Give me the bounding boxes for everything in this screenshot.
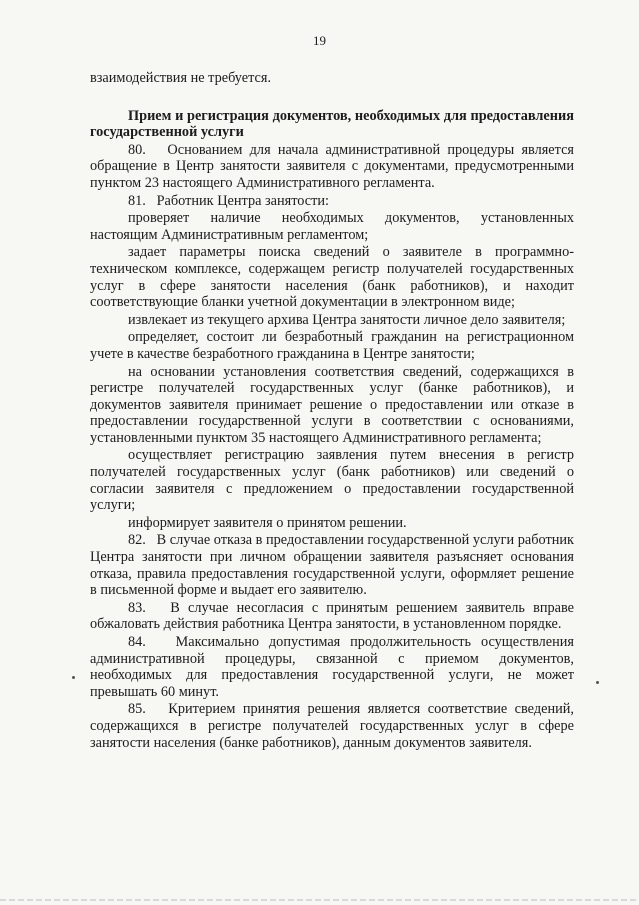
list-item: осуществляет регистрацию заявления путем внесения в регистр получателей государственных услуг (банк работников) или сведений о согласии заявителя с предложением о предоставлении государственной услуги;: [90, 447, 574, 514]
section-heading: Прием и регистрация документов, необходимых для предоставления государственной услуги: [90, 107, 574, 141]
paragraph-80: 80. Основанием для начала административной процедуры является обращение в Центр занятости заявителя с документами, предусмотренными пунктом 23 настоящего Административного регламента.: [90, 141, 574, 191]
list-item: извлекает из текущего архива Центра занятости личное дело заявителя;: [128, 311, 566, 328]
list-item: определяет, состоит ли безработный гражданин на регистрационном учете в качестве безработного гражданина в Центре занятости;: [90, 329, 574, 362]
list-item: информирует заявителя о принятом решении.: [128, 514, 407, 531]
scan-edge: [0, 899, 639, 901]
paragraph-85: 85. Критерием принятия решения является соответствие сведений, содержащихся в регистре получателей государственных услуг в сфере занятости населения (банке работников), данным документов заявителя.: [90, 701, 574, 751]
scan-speck: [72, 676, 75, 679]
scan-speck: [596, 681, 599, 684]
document-body: [90, 70, 574, 751]
paragraph-81: 81. Работник Центра занятости:: [128, 192, 330, 209]
paragraph-82: 82. В случае отказа в предоставлении государственной услуги работник Центра занятости при личном обращении заявителя разъясняет основания отказа, правила предоставления государственной услуги, оформляет решение в письменной форме и выдает его заявителю.: [90, 532, 574, 599]
list-item: проверяет наличие необходимых документов, установленных настоящим Административным регламентом;: [90, 210, 574, 243]
list-item: задает параметры поиска сведений о заявителе в программно-техническом комплексе, содержащем регистр получателей государственных услуг в сфере занятости населения (банк работников), и находит соответствующие бланки учетной документации в электронном виде;: [90, 244, 574, 311]
list-item: на основании установления соответствия сведений, содержащихся в регистре получателей государственных услуг (банке работников), и документов заявителя принимает решение о предоставлении или отказе в предоставлении государственной услуги в соответствии с основаниями, установленными пунктом 35 настоящего Административного регламента;: [90, 363, 574, 446]
paragraph-83: 83. В случае несогласия с принятым решением заявитель вправе обжаловать действия работника Центра занятости, в установленном порядке.: [90, 599, 574, 633]
paragraph-84: 84. Максимально допустимая продолжительность осуществления административной процедуры, связанной с приемом документов, необходимых для предоставления государственной услуги, не может превышать 60 минут.: [90, 634, 574, 700]
paragraph-continuation: взаимодействия не требуется.: [90, 70, 272, 86]
page-number: 19: [313, 33, 326, 48]
